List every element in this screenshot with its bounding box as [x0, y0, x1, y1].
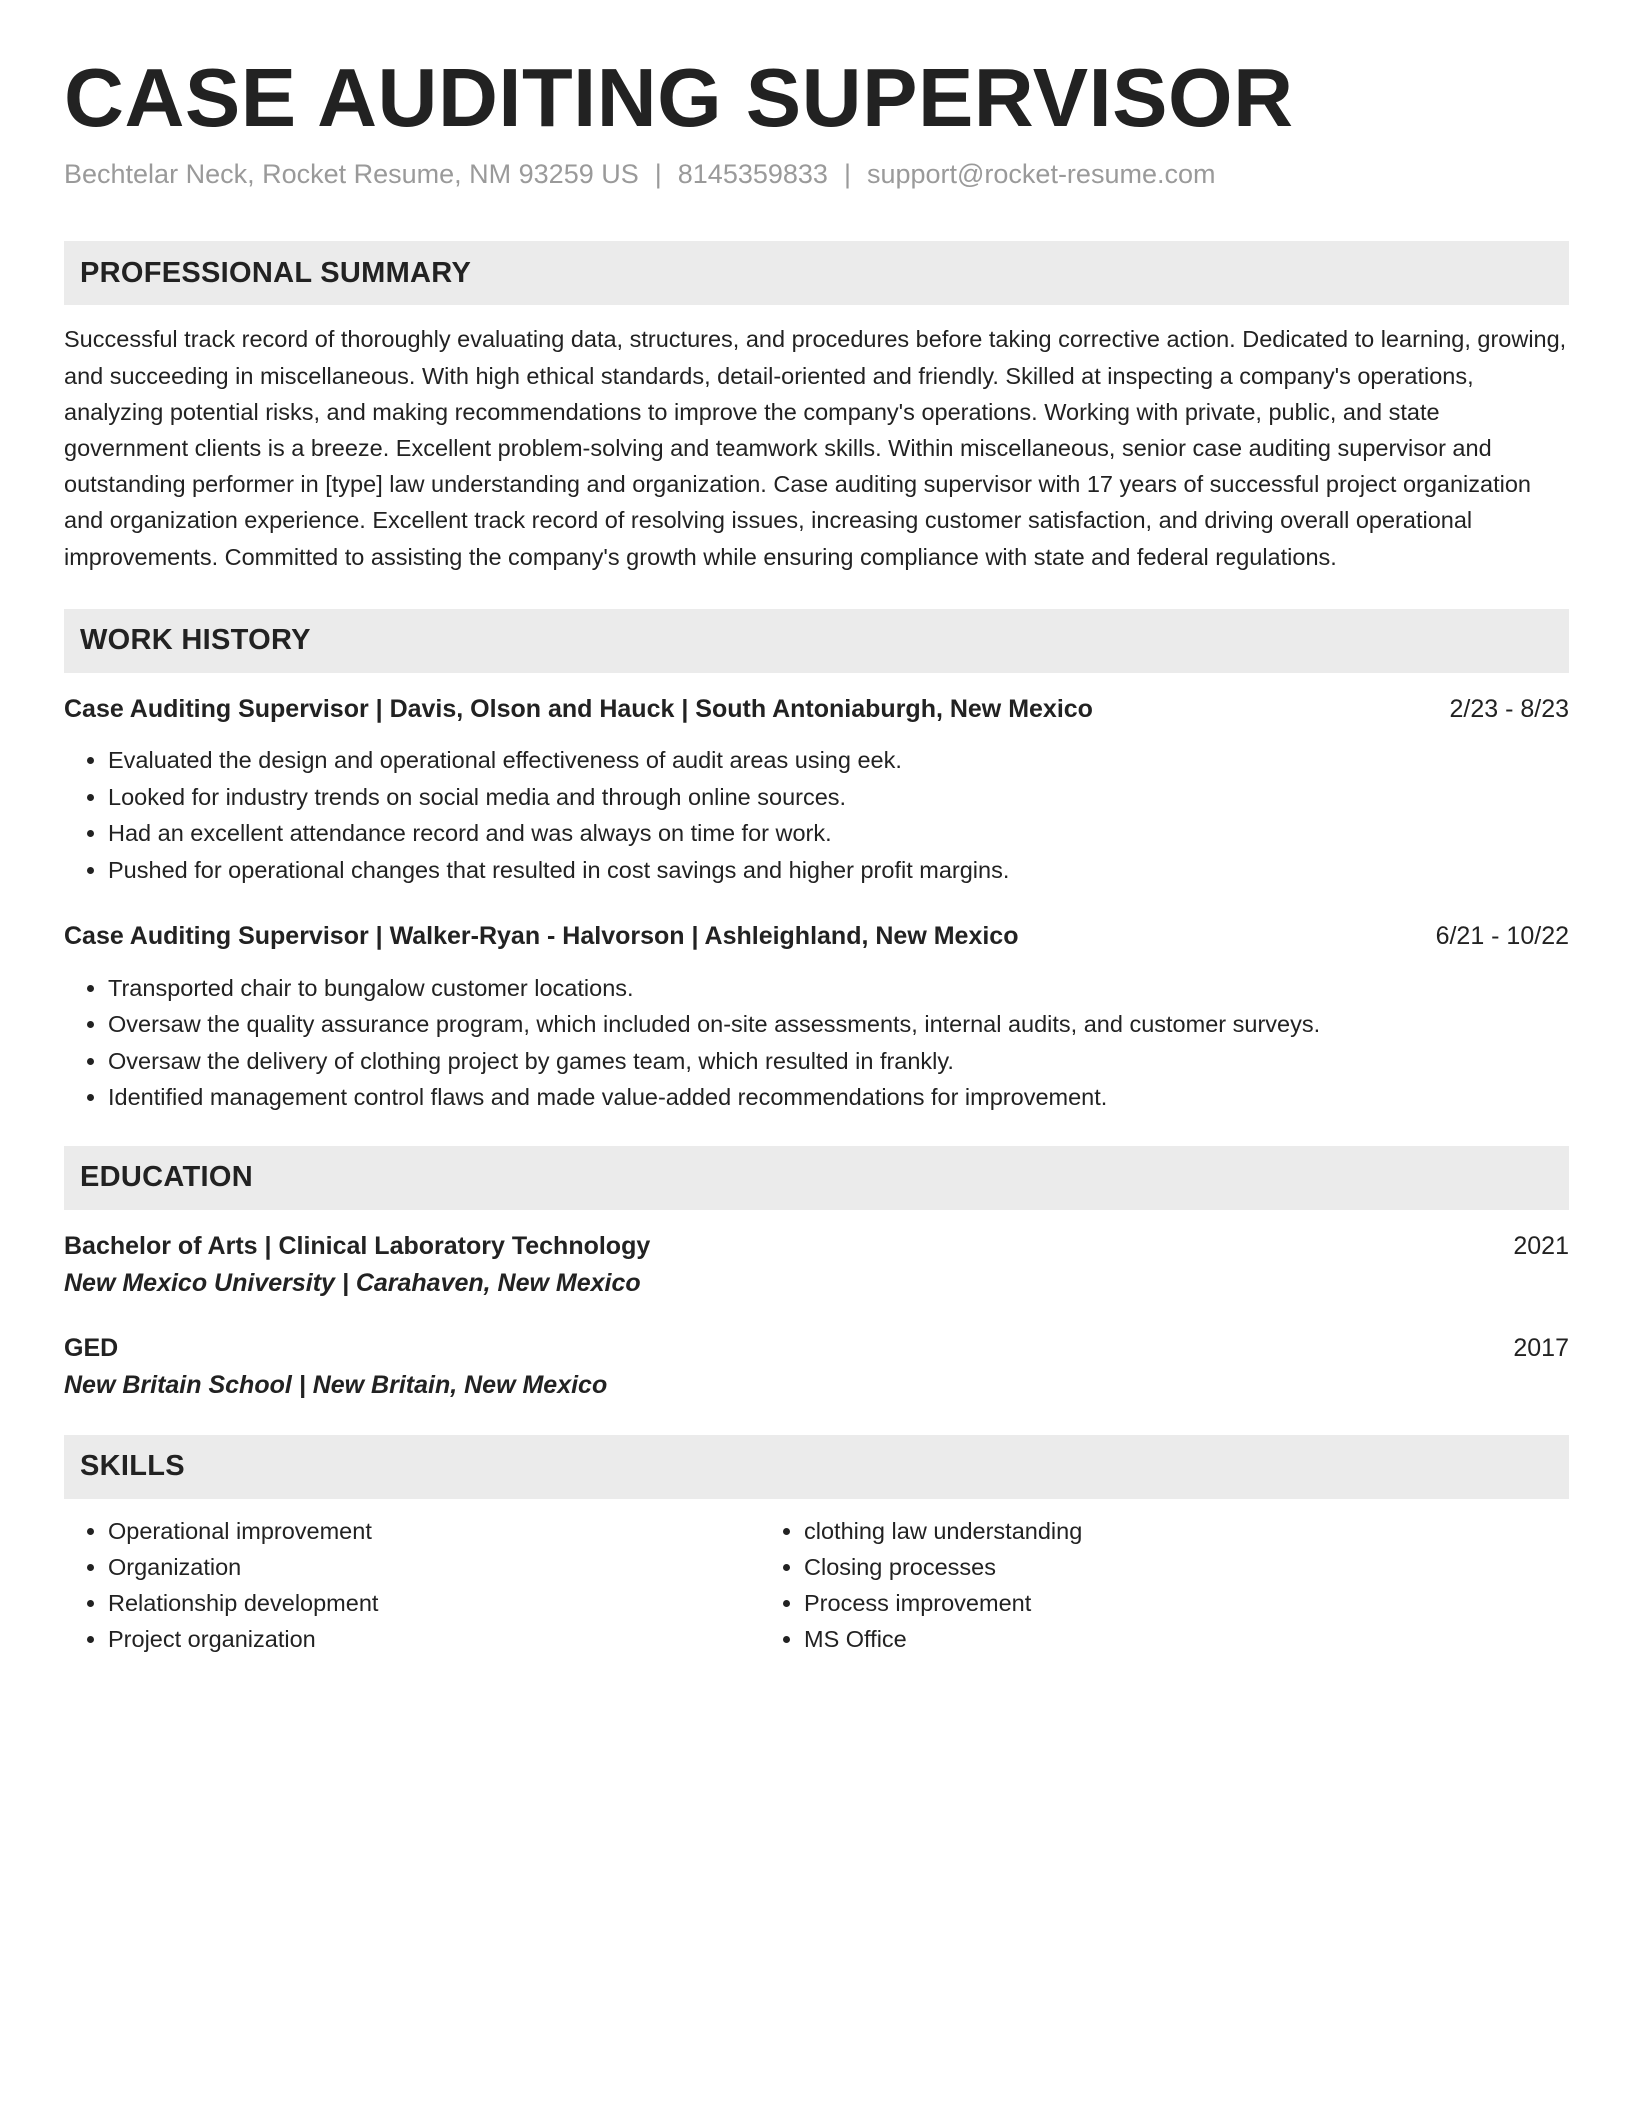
job-dates: 6/21 - 10/22	[1435, 922, 1569, 951]
education-year: 2017	[1513, 1333, 1569, 1362]
job-bullet: • Looked for industry trends on social media and through online sources.	[108, 779, 1569, 816]
skill-item: • Closing processes	[804, 1549, 1444, 1585]
contact-phone: 8145359833	[677, 159, 828, 190]
job-bullet-list	[64, 970, 1569, 1116]
job-title: Case Auditing Supervisor | Walker-Ryan - Halvorson | Ashleighland, New Mexico	[64, 922, 1019, 951]
skill-item: • Project organization	[108, 1621, 754, 1657]
job-title: Case Auditing Supervisor | Davis, Olson and Hauck | South Antoniaburgh, New Mexico	[64, 694, 1093, 723]
skills-column-left	[64, 1513, 754, 1657]
contact-separator: |	[843, 159, 851, 190]
job-entry	[64, 693, 1569, 889]
job-entry	[64, 920, 1569, 1116]
education-degree: GED	[64, 1333, 119, 1362]
education-year: 2021	[1513, 1231, 1569, 1260]
job-bullet: • Oversaw the delivery of clothing project by games team, which resulted in frankly.	[108, 1043, 1569, 1080]
contact-separator: |	[654, 159, 662, 190]
skill-item: • Organization	[108, 1549, 754, 1585]
skill-item: • Operational improvement	[108, 1513, 754, 1549]
summary-text: Successful track record of thoroughly evaluating data, structures, and procedures before taking corrective action. Dedicated to learning, growing, and succeeding in miscellaneous. With high ethical standards, detail-oriented and friendly. Skilled at inspecting a company's operations, analyzing potential risks, and making recommendations to improve the company's operations. Working with private, public, and state government clients is a breeze. Excellent problem-solving and teamwork skills. Within miscellaneous, senior case auditing supervisor and outstanding performer in [type] law understanding and organization. Case auditing supervisor with 17 years of successful project organization and organization experience. Excellent track record of resolving issues, increasing customer satisfaction, and driving overall operational improvements. Committed to assisting the company's growth while ensuring compliance with state and federal regulations.	[64, 326, 1567, 570]
contact-line	[64, 157, 1569, 192]
skills-list	[64, 1513, 1569, 1657]
education-degree: Bachelor of Arts | Clinical Laboratory Technology	[64, 1231, 651, 1260]
skill-item: • MS Office	[804, 1621, 1444, 1657]
skill-item: • clothing law understanding	[804, 1513, 1444, 1549]
section-header-education: EDUCATION	[64, 1146, 1569, 1210]
job-bullet: • Evaluated the design and operational effectiveness of audit areas using eek.	[108, 742, 1569, 779]
job-bullet: • Oversaw the quality assurance program, which included on-site assessments, internal audits, and customer surveys.	[108, 1006, 1569, 1043]
resume-title: CASE AUDITING SUPERVISOR	[64, 51, 1294, 144]
job-dates: 2/23 - 8/23	[1449, 694, 1569, 723]
skill-item: • Relationship development	[108, 1585, 754, 1621]
contact-email: support@rocket-resume.com	[866, 159, 1216, 190]
education-entry	[64, 1332, 1569, 1402]
education-school: New Mexico University | Carahaven, New Mexico	[64, 1269, 641, 1298]
education-school: New Britain School | New Britain, New Mexico	[64, 1371, 608, 1400]
job-bullet-list	[64, 742, 1569, 888]
section-header-skills: SKILLS	[64, 1435, 1569, 1499]
section-header-summary: PROFESSIONAL SUMMARY	[64, 241, 1569, 305]
skills-column-right	[754, 1513, 1444, 1657]
contact-address: Bechtelar Neck, Rocket Resume, NM 93259 US	[64, 159, 639, 190]
job-bullet: • Identified management control flaws and made value-added recommendations for improvement.	[108, 1079, 1569, 1116]
education-entry	[64, 1230, 1569, 1300]
section-header-work-history: WORK HISTORY	[64, 609, 1569, 673]
job-bullet: • Had an excellent attendance record and was always on time for work.	[108, 815, 1569, 852]
skill-item: • Process improvement	[804, 1585, 1444, 1621]
job-bullet: • Transported chair to bungalow customer locations.	[108, 970, 1569, 1007]
job-bullet: • Pushed for operational changes that resulted in cost savings and higher profit margins.	[108, 852, 1569, 889]
